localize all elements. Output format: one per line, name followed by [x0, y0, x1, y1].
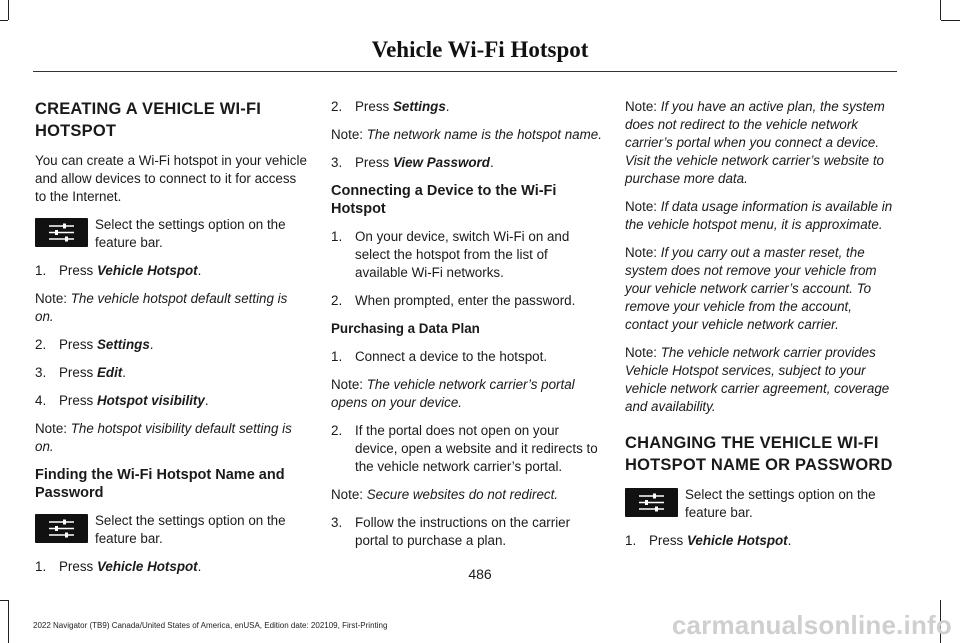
note-label: Note: — [625, 345, 658, 360]
note-label: Note: — [625, 199, 658, 214]
icon-caption: Select the settings option on the feature bar. — [685, 487, 876, 520]
settings-sliders-icon — [35, 514, 88, 543]
note — [625, 98, 897, 188]
step-text: When prompted, enter the password. — [355, 293, 576, 308]
crop-mark — [941, 20, 960, 21]
section-heading: CREATING A VEHICLE WI-FI HOTSPOT — [35, 100, 262, 140]
note-label: Note: — [331, 487, 364, 502]
step-number: 2. — [331, 293, 343, 308]
step-text: Press — [59, 559, 97, 574]
step-text: Press — [355, 155, 393, 170]
column-1 — [35, 98, 307, 586]
step-text: Press — [59, 393, 97, 408]
step-item — [331, 348, 603, 366]
intro-paragraph: You can create a Wi-Fi hotspot in your vehicle and allow devices to connect to it for access to the Internet. — [35, 153, 307, 204]
note — [625, 198, 897, 234]
settings-sliders-icon — [35, 218, 88, 247]
column-3 — [625, 98, 897, 560]
step-number: 1. — [331, 229, 343, 244]
step-text: . — [197, 559, 202, 574]
subsection-heading: Finding the Wi-Fi Hotspot Name and Password — [35, 467, 285, 501]
note-text: If you have an active plan, the system does not redirect to the vehicle network carrier’s portal when you connect a device. Visit the vehicle network carrier’s website to purchase more data. — [625, 99, 885, 186]
step-emphasis: Settings — [96, 337, 150, 352]
note — [625, 244, 897, 334]
step-emphasis: Hotspot visibility — [96, 393, 205, 408]
step-emphasis: Edit — [96, 365, 123, 380]
step-text: Press — [355, 99, 393, 114]
edition-footer: 2022 Navigator (TB9) Canada/United States of America, enUSA, Edition date: 202109, First-Printing — [33, 621, 388, 630]
step-number: 1. — [331, 349, 343, 364]
step-emphasis: Vehicle Hotspot — [96, 559, 198, 574]
icon-caption: Select the settings option on the feature bar. — [95, 217, 286, 250]
step-item — [331, 292, 603, 310]
settings-instruction — [625, 486, 897, 522]
step-text: . — [787, 533, 792, 548]
step-item — [35, 262, 307, 280]
note — [331, 126, 603, 144]
note-label: Note: — [331, 127, 364, 142]
step-text: Press — [59, 365, 97, 380]
crop-mark — [8, 0, 9, 20]
minor-heading: Purchasing a Data Plan — [331, 321, 480, 336]
step-item — [331, 422, 603, 476]
step-item — [35, 392, 307, 410]
note — [35, 290, 307, 326]
step-emphasis: View Password — [392, 155, 490, 170]
note-text: The network name is the hotspot name. — [363, 127, 602, 142]
settings-instruction — [35, 216, 307, 252]
step-text: Press — [59, 263, 97, 278]
note-text: The vehicle network carrier’s portal opens on your device. — [331, 377, 575, 410]
step-text: . — [445, 99, 450, 114]
step-number: 3. — [35, 365, 47, 380]
step-number: 2. — [35, 337, 47, 352]
note-text: If data usage information is available in the vehicle hotspot menu, it is approximate. — [625, 199, 893, 232]
step-text: Press — [649, 533, 687, 548]
step-number: 1. — [625, 533, 637, 548]
crop-mark — [0, 20, 8, 21]
note-text: The vehicle network carrier provides Vehicle Hotspot services, subject to your vehicle network carrier agreement, coverage and availability. — [625, 345, 890, 414]
step-text: . — [204, 393, 209, 408]
note-label: Note: — [35, 291, 68, 306]
settings-instruction — [35, 512, 307, 548]
step-number: 1. — [35, 263, 47, 278]
crop-mark — [0, 600, 8, 601]
page-number: 486 — [468, 566, 492, 582]
step-text: On your device, switch Wi-Fi on and select the hotspot from the list of available Wi-Fi networks. — [355, 229, 570, 280]
note — [625, 344, 897, 416]
step-number: 3. — [331, 155, 343, 170]
header-divider — [33, 71, 897, 72]
step-emphasis: Vehicle Hotspot — [686, 533, 788, 548]
column-2 — [331, 98, 603, 560]
step-text: Connect a device to the hotspot. — [355, 349, 548, 364]
note — [35, 420, 307, 456]
step-number: 3. — [331, 515, 343, 530]
step-item — [331, 154, 603, 172]
step-number: 1. — [35, 559, 47, 574]
step-text: . — [197, 263, 202, 278]
step-text: Press — [59, 337, 97, 352]
crop-mark — [940, 0, 941, 20]
step-item — [331, 514, 603, 550]
note — [331, 486, 603, 504]
step-emphasis: Vehicle Hotspot — [96, 263, 198, 278]
step-emphasis: Settings — [392, 99, 446, 114]
note-text: The vehicle hotspot default setting is on. — [35, 291, 288, 324]
step-item — [35, 336, 307, 354]
step-item — [35, 364, 307, 382]
step-item — [625, 532, 897, 550]
note-label: Note: — [331, 377, 364, 392]
note-text: If you carry out a master reset, the system does not remove your vehicle from your vehicle network carrier’s account. To remove your vehicle from the account, contact your vehicle network carrier. — [625, 245, 877, 332]
step-text: . — [489, 155, 494, 170]
step-number: 4. — [35, 393, 47, 408]
note-text: Secure websites do not redirect. — [363, 487, 559, 502]
step-text: . — [122, 365, 126, 380]
subsection-heading: Connecting a Device to the Wi-Fi Hotspot — [331, 183, 557, 217]
icon-caption: Select the settings option on the feature bar. — [95, 513, 286, 546]
step-text: . — [149, 337, 154, 352]
note-text: The hotspot visibility default setting is on. — [35, 421, 292, 454]
step-text: Follow the instructions on the carrier portal to purchase a plan. — [355, 515, 571, 548]
page-title: Vehicle Wi-Fi Hotspot — [371, 37, 589, 62]
note-label: Note: — [35, 421, 68, 436]
step-number: 2. — [331, 99, 343, 114]
step-item — [331, 228, 603, 282]
section-heading: CHANGING THE VEHICLE WI-FI HOTSPOT NAME OR PASSWORD — [625, 434, 893, 474]
step-number: 2. — [331, 423, 343, 438]
note-label: Note: — [625, 99, 658, 114]
note — [331, 376, 603, 412]
watermark: carmanualsonline.info — [671, 610, 952, 640]
step-text: If the portal does not open on your device, open a website and it redirects to the vehicle network carrier’s portal. — [355, 423, 598, 474]
settings-sliders-icon — [625, 488, 678, 517]
crop-mark — [8, 600, 9, 643]
note-label: Note: — [625, 245, 658, 260]
step-item — [331, 98, 603, 116]
